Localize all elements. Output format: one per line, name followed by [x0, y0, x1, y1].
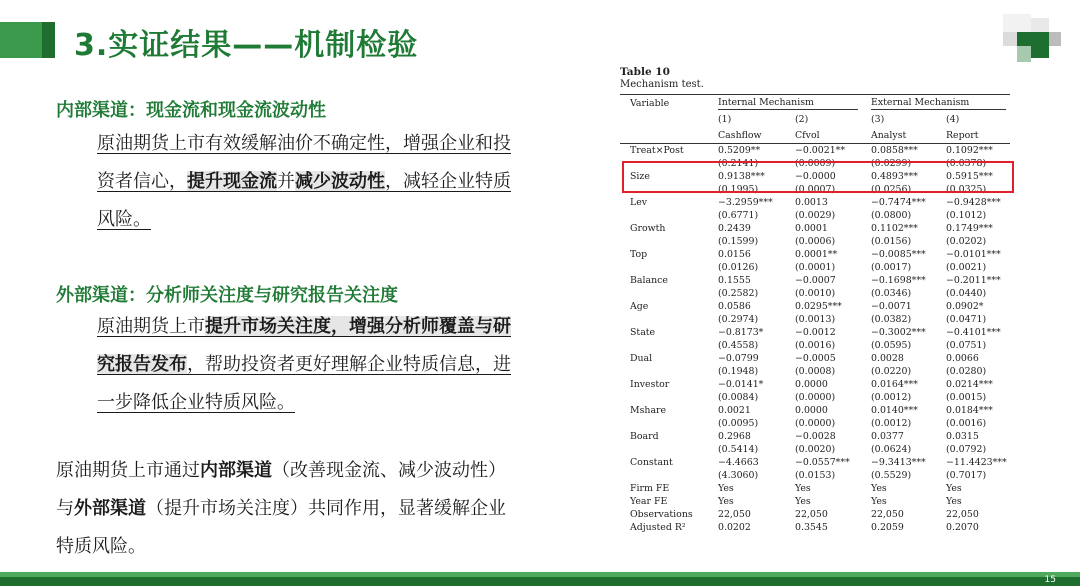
s1-emph-volatility: 减少波动性 — [295, 171, 385, 192]
se-cell: (0.1948) — [718, 366, 759, 377]
s1-line3: 风险。 — [97, 209, 151, 230]
row-variable-name: State — [630, 327, 656, 338]
coef-cell: −0.0005 — [795, 353, 836, 364]
table-row-se — [620, 287, 1010, 300]
se-cell: (0.0153) — [795, 470, 836, 481]
footer-cell: 22,050 — [795, 509, 828, 520]
table-row-se — [620, 417, 1010, 430]
coef-cell: 0.0000 — [795, 379, 828, 390]
table-row-se — [620, 261, 1010, 274]
col-dep-cfvol: Cfvol — [795, 129, 820, 141]
coef-cell: −0.0557*** — [795, 457, 850, 468]
page-title: 3.实证结果——机制检验 — [74, 28, 419, 63]
footer-cell: Yes — [946, 496, 962, 507]
table-row-se — [620, 339, 1010, 352]
row-variable-name: Investor — [630, 379, 670, 390]
coef-cell: −0.0141* — [718, 379, 764, 390]
coef-cell: 0.0377 — [871, 431, 904, 442]
table-row — [620, 300, 1010, 313]
coef-cell: 0.5209** — [718, 144, 795, 158]
footer-label: Year FE — [630, 496, 668, 507]
coef-cell: −4.4663 — [718, 457, 759, 468]
se-cell: (0.0440) — [946, 288, 987, 299]
sum-line1c: （改善现金流、减少波动性） — [272, 460, 506, 481]
footer-cell: 22,050 — [718, 509, 751, 520]
footer-cell: Yes — [718, 496, 734, 507]
se-cell: (4.3060) — [718, 470, 759, 481]
footer-cell: 0.2070 — [946, 522, 979, 533]
section-heading-internal: 内部渠道：现金流和现金流波动性 — [56, 100, 326, 121]
table-row — [620, 222, 1010, 235]
table-row — [620, 352, 1010, 365]
coef-cell: 0.0021 — [718, 405, 751, 416]
se-cell: (0.0624) — [871, 444, 912, 455]
coef-cell: 0.0001 — [795, 223, 828, 234]
se-cell: (0.0000) — [795, 392, 836, 403]
footer-cell: Yes — [795, 483, 811, 494]
se-cell: (0.0016) — [946, 418, 987, 429]
sum-line3: 特质风险。 — [56, 536, 146, 557]
row-variable-name: Dual — [630, 353, 653, 364]
col-num-3: (3) — [871, 113, 885, 125]
se-cell: (0.4558) — [718, 340, 759, 351]
se-cell: (0.0126) — [718, 262, 759, 273]
row-variable-name: Age — [630, 301, 649, 312]
se-cell: (0.0012) — [871, 418, 912, 429]
footer-cell: 22,050 — [946, 509, 979, 520]
summary-paragraph — [56, 452, 506, 566]
se-cell: (0.0095) — [718, 418, 759, 429]
group-header-external: External Mechanism — [871, 95, 1010, 112]
se-cell: (0.0382) — [871, 314, 912, 325]
coef-cell: 0.0586 — [718, 301, 751, 312]
s1-line1: 原油期货上市有效缓解油价不确定性，增强企业和投 — [97, 133, 511, 154]
table-row — [620, 144, 1010, 158]
se-cell: (0.1995) — [718, 184, 759, 195]
footer-label: Adjusted R² — [630, 522, 686, 533]
se-cell: (0.0012) — [871, 392, 912, 403]
s1-line2a: 资者信心， — [97, 171, 187, 192]
external-channel-paragraph — [97, 308, 511, 422]
s1-line2c: 并 — [277, 171, 295, 192]
se-cell: (0.0156) — [871, 236, 912, 247]
footer-band — [0, 577, 1080, 586]
table-footer-row — [620, 521, 1010, 534]
sum-line2c: （提升市场关注度）共同作用，显著缓解企业 — [146, 498, 506, 519]
coef-cell: 0.0001** — [795, 249, 838, 260]
coef-cell: 0.2968 — [718, 431, 751, 442]
footer-cell: Yes — [946, 483, 962, 494]
coef-cell: 0.2439 — [718, 223, 751, 234]
row-variable-name: Lev — [630, 197, 648, 208]
table-row — [620, 196, 1010, 209]
se-cell: (0.0280) — [946, 366, 987, 377]
coef-cell: 0.0295*** — [795, 301, 842, 312]
page-number: 15 — [1044, 575, 1056, 585]
se-cell: (0.7017) — [946, 470, 987, 481]
footer-cell: 0.2059 — [871, 522, 904, 533]
sum-line1a: 原油期货上市通过 — [56, 460, 200, 481]
col-header-variable: Variable — [620, 95, 718, 112]
footer-cell: Yes — [795, 496, 811, 507]
row-variable-name: Balance — [630, 275, 668, 286]
footer-cell: Yes — [871, 483, 887, 494]
treat-post-highlight-box — [622, 161, 1014, 193]
row-variable-name: Mshare — [630, 405, 667, 416]
se-cell: (0.0010) — [795, 288, 836, 299]
footer-label: Observations — [630, 509, 693, 520]
se-cell: (0.0029) — [795, 210, 836, 221]
footer-cell: 22,050 — [871, 509, 904, 520]
sum-emph-internal: 内部渠道 — [200, 460, 272, 481]
coef-cell: 0.1092*** — [946, 144, 1010, 158]
col-num-4: (4) — [946, 113, 960, 125]
se-cell: (0.1599) — [718, 236, 759, 247]
se-cell: (0.0471) — [946, 314, 987, 325]
se-cell: (0.0016) — [795, 340, 836, 351]
regression-table — [620, 94, 1010, 534]
footer-label: Firm FE — [630, 483, 670, 494]
col-dep-report: Report — [946, 129, 979, 141]
table-row-se — [620, 235, 1010, 248]
se-cell: (0.0595) — [871, 340, 912, 351]
table-row — [620, 430, 1010, 443]
row-variable-name: Board — [630, 431, 659, 442]
se-cell: (0.0220) — [871, 366, 912, 377]
footer-cell: 0.0202 — [718, 522, 751, 533]
coef-cell: 0.1102*** — [871, 223, 918, 234]
coef-cell: −0.7474*** — [871, 197, 926, 208]
se-cell: (0.0346) — [871, 288, 912, 299]
s2-line1a: 原油期货上市 — [97, 316, 205, 337]
coef-cell: −0.0101*** — [946, 249, 1001, 260]
se-cell: (0.0751) — [946, 340, 987, 351]
col-dep-analyst: Analyst — [871, 129, 907, 141]
row-variable-name: Size — [630, 171, 650, 182]
se-cell: (0.0017) — [871, 262, 912, 273]
coef-cell: 0.4893*** — [871, 171, 918, 182]
footer-cell: 0.3545 — [795, 522, 828, 533]
s2-emph-report: 究报告发布 — [97, 354, 187, 375]
se-cell: (0.0084) — [718, 392, 759, 403]
col-num-1: (1) — [718, 113, 732, 125]
group-header-internal: Internal Mechanism — [718, 95, 871, 112]
se-cell: (0.0299) — [871, 158, 912, 169]
decorative-logo-blocks — [1003, 14, 1063, 72]
coef-cell: 0.0156 — [718, 249, 751, 260]
row-variable-name: Growth — [630, 223, 666, 234]
table-row-se — [620, 469, 1010, 482]
s1-line2e: ，减轻企业特质 — [385, 171, 511, 192]
row-variable-name: Top — [630, 249, 648, 260]
s2-line3: 一步降低企业特质风险。 — [97, 392, 295, 413]
coef-cell: −0.9428*** — [946, 197, 1001, 208]
table-row — [620, 378, 1010, 391]
se-cell: (0.0792) — [946, 444, 987, 455]
coef-cell: 0.5915*** — [946, 171, 993, 182]
table-row-se — [620, 313, 1010, 326]
coef-cell: 0.0184*** — [946, 405, 993, 416]
se-cell: (0.0378) — [946, 158, 987, 169]
se-cell: (0.0202) — [946, 236, 987, 247]
coef-cell: −9.3413*** — [871, 457, 926, 468]
coef-cell: 0.0066 — [946, 353, 979, 364]
header-accent-bar — [0, 22, 55, 58]
se-cell: (0.0015) — [946, 392, 987, 403]
se-cell: (0.1012) — [946, 210, 987, 221]
coef-cell: −0.0012 — [795, 327, 836, 338]
coef-cell: −0.3002*** — [871, 327, 926, 338]
se-cell: (0.0013) — [795, 314, 836, 325]
se-cell: (0.2974) — [718, 314, 759, 325]
se-cell: (0.0800) — [871, 210, 912, 221]
col-dep-cashflow: Cashflow — [718, 129, 762, 141]
se-cell: (0.2141) — [718, 158, 759, 169]
table-footer-row — [620, 482, 1010, 495]
coef-cell: −0.0000 — [795, 171, 836, 182]
coef-cell: −11.4423*** — [946, 457, 1007, 468]
coef-cell: −0.0028 — [795, 431, 836, 442]
coef-cell: 0.0164*** — [871, 379, 918, 390]
coef-cell: 0.0902* — [946, 301, 984, 312]
coef-cell: 0.0858*** — [871, 144, 946, 158]
se-cell: (0.0008) — [795, 366, 836, 377]
table-row-se — [620, 391, 1010, 404]
se-cell: (0.2582) — [718, 288, 759, 299]
col-num-2: (2) — [795, 113, 809, 125]
coef-cell: 0.0000 — [795, 405, 828, 416]
internal-channel-paragraph — [97, 125, 511, 239]
se-cell: (0.0020) — [795, 444, 836, 455]
table-row — [620, 274, 1010, 287]
coef-cell: −0.2011*** — [946, 275, 1001, 286]
footer-cell: Yes — [718, 483, 734, 494]
s1-emph-cashflow: 提升现金流 — [187, 171, 277, 192]
coef-cell: 0.1749*** — [946, 223, 993, 234]
coef-cell: 0.0214*** — [946, 379, 993, 390]
coef-cell: 0.0140*** — [871, 405, 918, 416]
se-cell: (0.5414) — [718, 444, 759, 455]
se-cell: (0.6771) — [718, 210, 759, 221]
coef-cell: −0.0085*** — [871, 249, 926, 260]
table-label: Table 10 — [620, 66, 670, 78]
coef-cell: −3.2959*** — [718, 197, 773, 208]
se-cell: (0.0000) — [795, 418, 836, 429]
coef-cell: −0.0799 — [718, 353, 759, 364]
coef-cell: −0.0007 — [795, 275, 836, 286]
coef-cell: 0.1555 — [718, 275, 751, 286]
se-cell: (0.0009) — [795, 158, 836, 169]
coef-cell: −0.4101*** — [946, 327, 1001, 338]
se-cell: (0.0256) — [871, 184, 912, 195]
row-variable-name: Constant — [630, 457, 673, 468]
sum-line2a: 与 — [56, 498, 74, 519]
se-cell: (0.5529) — [871, 470, 912, 481]
table-row — [620, 326, 1010, 339]
se-cell: (0.0021) — [946, 262, 987, 273]
se-cell: (0.0007) — [795, 184, 836, 195]
table-row-se — [620, 209, 1010, 222]
coef-cell: 0.0013 — [795, 197, 828, 208]
table-row-se — [620, 443, 1010, 456]
table-row — [620, 404, 1010, 417]
table-caption: Mechanism test. — [620, 79, 704, 90]
row-variable-name: Treat×Post — [620, 144, 718, 158]
coef-cell: −0.0071 — [871, 301, 912, 312]
s2-line2b: ，帮助投资者更好理解企业特质信息，进 — [187, 354, 511, 375]
section-heading-external: 外部渠道：分析师关注度与研究报告关注度 — [56, 285, 398, 306]
se-cell: (0.0006) — [795, 236, 836, 247]
table-row — [620, 248, 1010, 261]
coef-cell: 0.0028 — [871, 353, 904, 364]
table-row — [620, 456, 1010, 469]
se-cell: (0.0325) — [946, 184, 987, 195]
se-cell: (0.0001) — [795, 262, 836, 273]
coef-cell: 0.0315 — [946, 431, 979, 442]
coef-cell: −0.1698*** — [871, 275, 926, 286]
coef-cell: −0.8173* — [718, 327, 764, 338]
footer-cell: Yes — [871, 496, 887, 507]
s2-emph-attention: 提升市场关注度，增强分析师覆盖与研 — [205, 316, 511, 337]
table-footer-row — [620, 495, 1010, 508]
coef-cell: 0.9138*** — [718, 171, 765, 182]
table-footer-row — [620, 508, 1010, 521]
sum-emph-external: 外部渠道 — [74, 498, 146, 519]
coef-cell: −0.0021** — [795, 144, 871, 158]
table-row-se — [620, 365, 1010, 378]
mechanism-test-table — [620, 66, 1010, 534]
